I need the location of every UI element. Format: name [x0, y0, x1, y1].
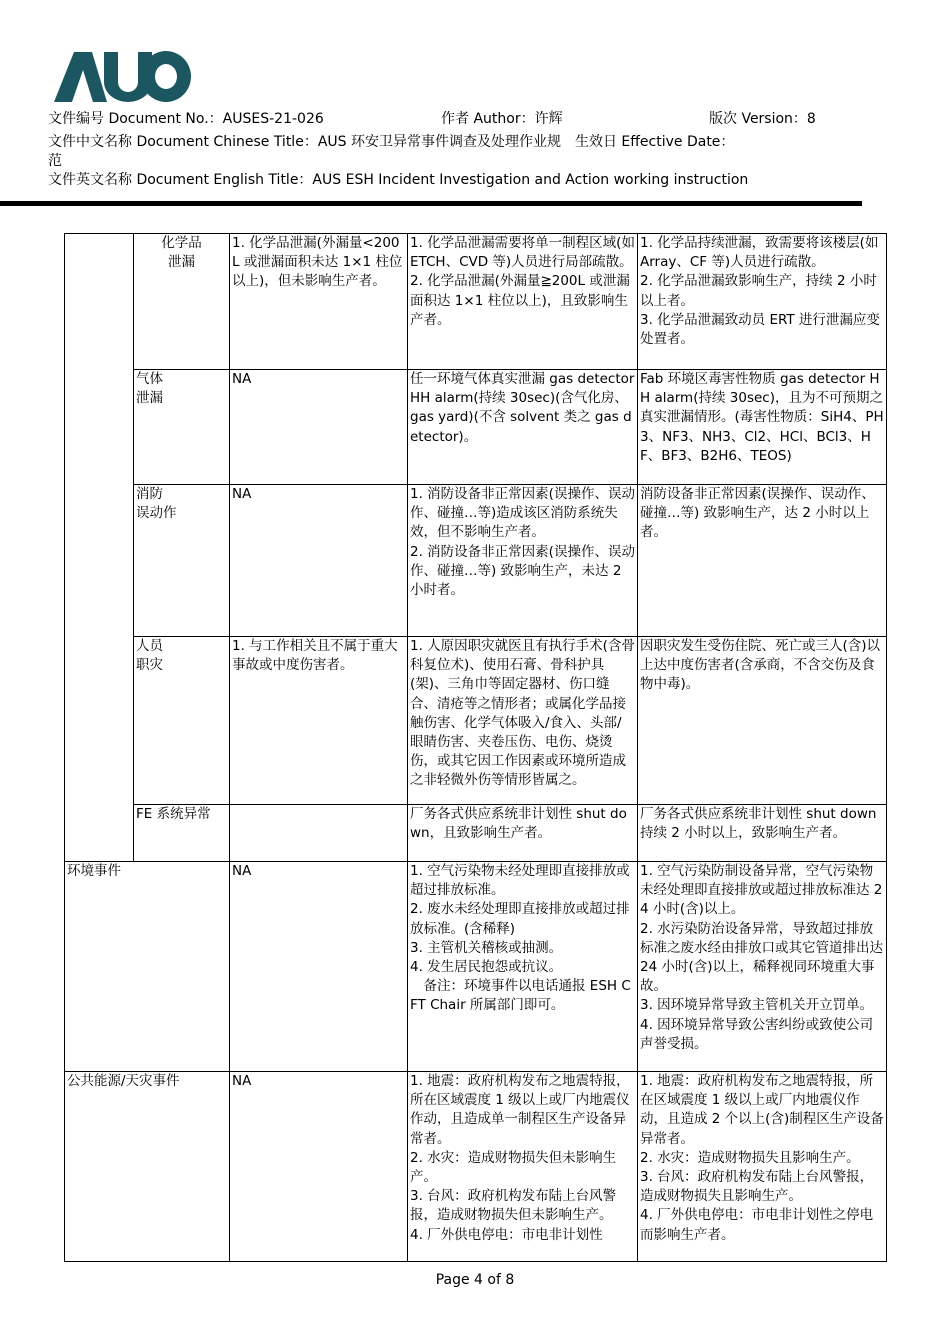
category-cell: 公共能源/天灾事件: [65, 1072, 230, 1262]
category-cell: FE 系统异常: [134, 805, 230, 862]
level-3-cell: 因职灾发生受伤住院、死亡或三人(含)以上达中度伤害者(含承商，不含交伤及食物中毒)。: [638, 637, 887, 805]
category-cell: 气体 泄漏: [134, 370, 230, 485]
table-row: [65, 805, 887, 862]
table-row: [65, 1072, 887, 1262]
level-1-cell: 1. 与工作相关且不属于重大事故或中度伤害者。: [230, 637, 408, 805]
auo-logo: [52, 50, 192, 102]
category-cell: 化学品 泄漏: [134, 234, 230, 370]
level-3-cell: Fab 环境区毒害性物质 gas detector HH alarm(持续 30sec)，且为不可预期之真实泄漏情形。(毒害性物质：SiH4、PH3、NF3、NH3、Cl2、HCl、BCl3、HF、BF3、B2H6、TEOS): [638, 370, 887, 485]
level-2-cell: 任一环境气体真实泄漏 gas detector HH alarm(持续 30sec)(含气化房、gas yard)(不含 solvent 类之 gas detector)。: [408, 370, 638, 485]
category-cell: 消防 误动作: [134, 485, 230, 637]
page-number: Page 4 of 8: [435, 1272, 515, 1288]
incident-classification-table: [64, 233, 887, 1262]
category-cell: 人员 职灾: [134, 637, 230, 805]
level-3-cell: 1. 地震：政府机构发布之地震特报，所在区域震度 1 级以上或厂内地震仪作动，且造成 2 个以上(含)制程区生产设备异常者。 2. 水灾：造成财物损失且影响生产。 3. 台风：政府机构发布陆上台风警报，造成财物损失且影响生产。 4. 厂外供电停电：市电非计划性之停电而影响生产者。: [638, 1072, 887, 1262]
level-3-cell: 1. 空气污染防制设备异常，空气污染物未经处理即直接排放或超过排放标准达 24 小时(含)以上。 2. 水污染防治设备异常，导致超过排放标准之废水经由排放口或其它管道排出达 24 小时(含)以上，稀释视同环境重大事故。 3. 因环境异常导致主管机关开立罚单。 4. 因环境异常导致公害纠纷或致使公司声誉受损。: [638, 862, 887, 1072]
level-3-cell: 消防设备非正常因素(误操作、误动作、碰撞…等) 致影响生产，达 2 小时以上者。: [638, 485, 887, 637]
doc-chinese-title-cont: 范: [48, 153, 62, 169]
level-1-cell: NA: [230, 862, 408, 1072]
level-2-cell: 1. 消防设备非正常因素(误操作、误动作、碰撞…等)造成该区消防系统失效，但不影响生产者。 2. 消防设备非正常因素(误操作、误动作、碰撞…等) 致影响生产，未达 2 小时者。: [408, 485, 638, 637]
level-2-cell: 厂务各式供应系统非计划性 shut down，且致影响生产者。: [408, 805, 638, 862]
doc-author: 作者 Author：许辉: [441, 111, 563, 127]
table-row: [65, 485, 887, 637]
level-1-cell: [230, 805, 408, 862]
table-row: [65, 862, 887, 1072]
table-row: [65, 234, 887, 370]
level-1-cell: 1. 化学品泄漏(外漏量<200L 或泄漏面积未达 1×1 柱位以上)，但未影响生产者。: [230, 234, 408, 370]
level-1-cell: NA: [230, 485, 408, 637]
header-divider: [0, 201, 862, 206]
level-2-cell: 1. 空气污染物未经处理即直接排放或超过排放标准。 2. 废水未经处理即直接排放或超过排放标准。(含稀释) 3. 主管机关稽核或抽测。 4. 发生居民抱怨或抗议。 备注：环境事件以电话通报 ESH CFT Chair 所属部门即可。: [408, 862, 638, 1072]
doc-english-title: 文件英文名称 Document English Title：AUS ESH Incident Investigation and Action working instruction: [48, 172, 749, 188]
table-row: [65, 370, 887, 485]
doc-version: 版次 Version：8: [709, 111, 816, 127]
level-3-cell: 厂务各式供应系统非计划性 shut down 持续 2 小时以上，致影响生产者。: [638, 805, 887, 862]
level-2-cell: 1. 化学品泄漏需要将单一制程区域(如 ETCH、CVD 等)人员进行局部疏散。 2. 化学品泄漏(外漏量≧200L 或泄漏面积达 1×1 柱位以上)，且致影响生产者。: [408, 234, 638, 370]
doc-number: 文件编号 Document No.：AUSES-21-026: [48, 111, 324, 127]
group-cell: [65, 234, 134, 862]
category-cell: 环境事件: [65, 862, 230, 1072]
level-2-cell: 1. 人原因职灾就医且有执行手术(含骨科复位术)、使用石膏、骨科护具(架)、三角巾等固定器材、伤口缝合、清疮等之情形者；或属化学品接触伤害、化学气体吸入/食入、头部/眼睛伤害、夹卷压伤、电伤、烧烫伤，或其它因工作因素或环境所造成之非轻微外伤等情形皆属之。: [408, 637, 638, 805]
table-row: [65, 637, 887, 805]
doc-chinese-title: 文件中文名称 Document Chinese Title：AUS 环安卫异常事件调查及处理作业规 生效日 Effective Date：: [48, 134, 735, 150]
level-3-cell: 1. 化学品持续泄漏，致需要将该楼层(如 Array、CF 等)人员进行疏散。 2. 化学品泄漏致影响生产，持续 2 小时以上者。 3. 化学品泄漏致动员 ERT 进行泄漏应变处置者。: [638, 234, 887, 370]
level-2-cell: 1. 地震：政府机构发布之地震特报，所在区域震度 1 级以上或厂内地震仪作动，且造成单一制程区生产设备异常者。 2. 水灾：造成财物损失但未影响生产。 3. 台风：政府机构发布陆上台风警报，造成财物损失但未影响生产。 4. 厂外供电停电：市电非计划性: [408, 1072, 638, 1262]
level-1-cell: NA: [230, 1072, 408, 1262]
level-1-cell: NA: [230, 370, 408, 485]
